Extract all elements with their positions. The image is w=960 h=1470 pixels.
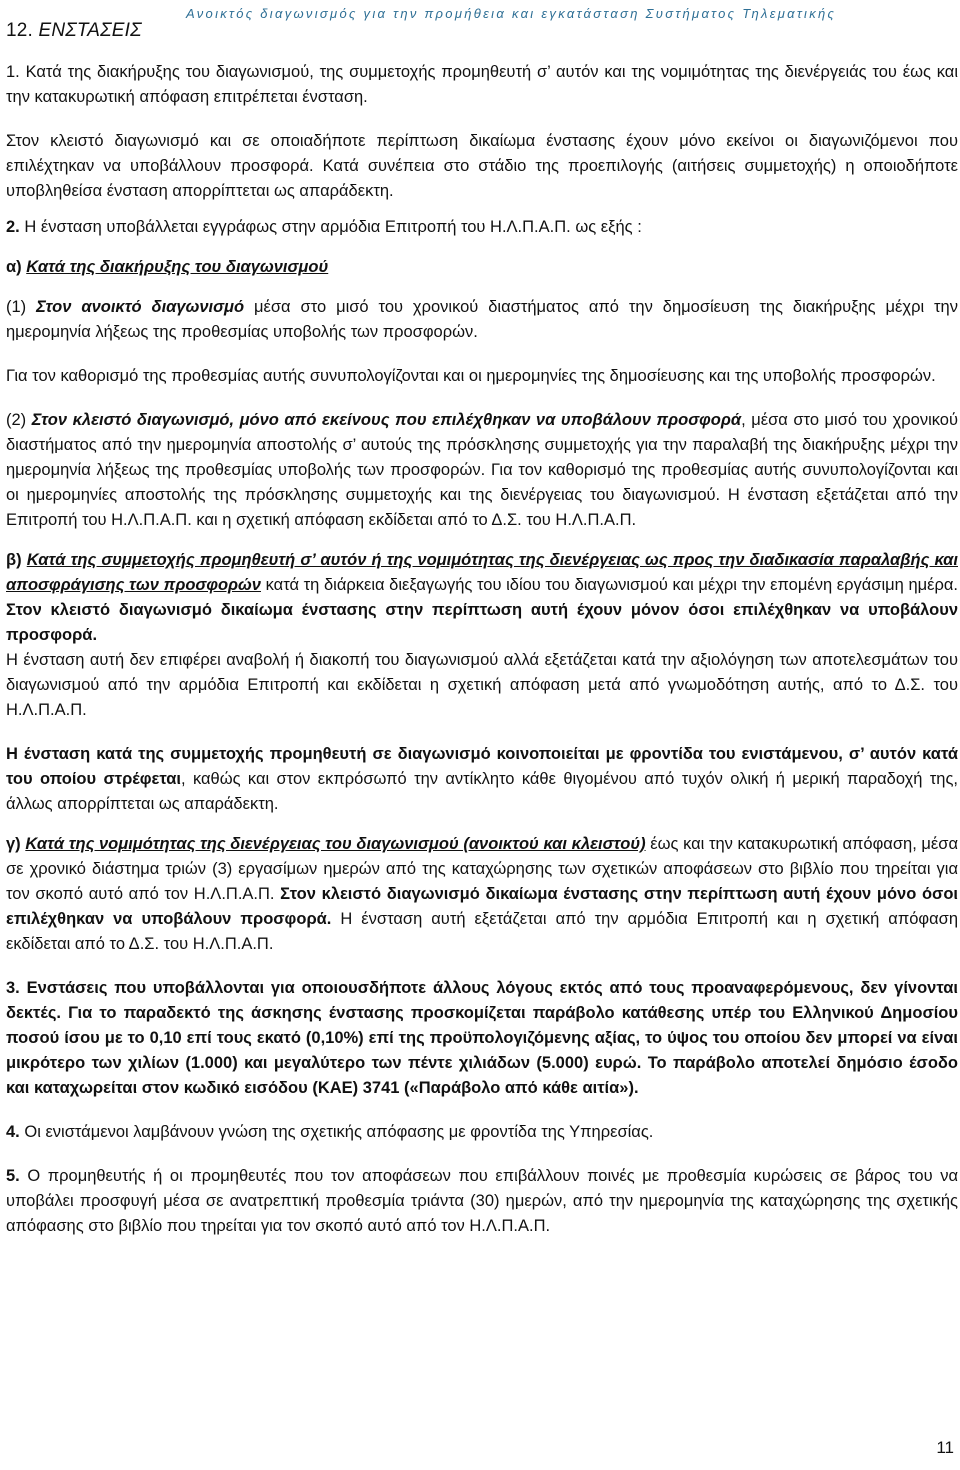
paragraph-3: 3. Ενστάσεις που υποβάλλονται για οποιουσδήποτε άλλους λόγους εκτός από τους προαναφερόμενους, δεν γίνονται δεκτές. Για το παραδεκτό της άσκησης ένστασης προσκομίζεται παράβολο κατάθεσης υπέρ του Ελληνικού Δημοσίου ποσού ίσου με το 0,10 επί τους εκατό (0,10%) επί της προϋπολογιζόμενης αξίας, το ύψος του οποίου δεν μπορεί να είναι μικρότερο των χιλίων (1.000) και μεγαλύτερο των πέντε χιλιάδων (5.000) ευρώ. Το παράβολο αποτελεί δημόσιο έσοδο και καταχωρείται στον κωδικό εισόδου (ΚΑΕ) 3741 («Παράβολο από κάθε αιτία»).	[6, 979, 958, 1097]
section-number: 12.	[6, 20, 34, 41]
subsection-b-text: Η ένσταση αυτή δεν επιφέρει αναβολή ή διακοπή του διαγωνισμού αλλά εξετάζεται κατά την αξιολόγηση των αποτελεσμάτων του διαγωνισμού από την αρμόδια Επιτροπή και εκδίδεται η σχετική απόφαση μετά από γνωμοδότηση αυτής, από το Δ.Σ. του Η.Λ.Π.Α.Π.	[6, 651, 958, 719]
running-header: Ανοικτός διαγωνισμός για την προμήθεια και εγκατάσταση Συστήματος Τηλεματικής	[186, 6, 837, 21]
paragraph-closed-tender: Στον κλειστό διαγωνισμό και σε οποιαδήποτε περίπτωση δικαίωμα ένστασης έχουν μόνο εκείνοι οι διαγωνιζόμενοι που επιλέχτηκαν να υποβάλλουν προσφορά. Κατά συνέπεια στο στάδιο της προεπιλογής (αιτήσεις συμμετοχής) η οποιοδήποτε υποβληθείσα ένσταση απορρίπτεται ως απαράδεκτη.	[6, 132, 958, 200]
paragraph-1: 1. Κατά της διακήρυξης του διαγωνισμού, της συμμετοχής προμηθευτή σ’ αυτόν και της νομιμότητας της διενέργειάς του έως και την κατακυρωτική απόφαση επιτρέπεται ένσταση.	[6, 63, 958, 106]
paragraph-number: 2.	[6, 218, 20, 236]
paragraph-4: 4. Οι ενιστάμενοι λαμβάνουν γνώση της σχετικής απόφασης με φροντίδα της Υπηρεσίας.	[6, 1123, 654, 1141]
subsection-label: β)	[6, 551, 22, 569]
page-number: 11	[936, 1438, 954, 1457]
subsection-a-item-2: (2) Στον κλειστό διαγωνισμό, μόνο από εκείνους που επιλέχθηκαν να υποβάλουν προσφορά, μέσα στο μισό του χρονικού διαστήματος από την ημερομηνία αποστολής σ’ αυτούς της πρόσκλησης συμμετοχής για την παραλαβή της διακήρυξης μέχρι την ημερομηνία λήξεως της προθεσμίας υποβολής των προσφορών. Για τον καθορισμό της προθεσμίας αυτής συνυπολογίζονται και οι ημερομηνίες αποστολής της πρόσκλησης συμμετοχής και της διενέργειας του διαγωνισμού. Η ένσταση εξετάζεται από την Επιτροπή του Η.Λ.Π.Α.Π. και η σχετική απόφαση εκδίδεται από το Δ.Σ. του Η.Λ.Π.Α.Π.	[6, 411, 959, 529]
subsection-title: Κατά της συμμετοχής προμηθευτή σ’ αυτόν ή της νομιμότητας της διενέργειας ως προς την διαδικασία παραλαβής και αποσφράγισης των προσφορών	[6, 551, 958, 594]
subsection-a-heading	[6, 255, 958, 280]
subsection-b: β) Κατά της συμμετοχής προμηθευτή σ’ αυτόν ή της νομιμότητας της διενέργειας ως προς την διαδικασία παραλαβής και αποσφράγισης των προσφορών κατά τη διάρκεια διεξαγωγής του ιδίου του διαγωνισμού και μέχρι την επομένη εργάσιμη ημέρα. Στον κλειστό διαγωνισμό δικαίωμα ένστασης στην περίπτωση αυτή έχουν μόνον όσοι επιλέχθηκαν να υποβάλουν προσφορά.	[6, 551, 958, 644]
section-title: ΕΝΣΤΑΣΕΙΣ	[38, 20, 142, 41]
paragraph-5: 5. Ο προμηθευτής ή οι προμηθευτές που τον αποφάσεων που επιβάλλουν ποινές με προθεσμία κυρώσεις σε βάρος του να υποβάλει προσφυγή μέσα σε ανατρεπτική προθεσμία τριάντα (30) ημερών, από την ημερομηνία της καταχώρησης της σχετικής απόφασης στο βιβλίο που τηρείται για τον σκοπό αυτό από τον Η.Λ.Π.Α.Π.	[6, 1167, 958, 1235]
subsection-b-notice: Η ένσταση κατά της συμμετοχής προμηθευτή σε διαγωνισμό κοινοποιείται με φροντίδα του ενιστάμενου, σ’ αυτόν κατά του οποίου στρέφεται, καθώς και στον εκπρόσωπό την αντίκλητο κάθε θιγομένου από τυχόν ολική ή μερική παραδοχή της, άλλως απορρίπτεται ως απαράδεκτη.	[6, 745, 958, 813]
subsection-title: Κατά της διακήρυξης του διαγωνισμού	[26, 258, 329, 276]
subsection-label: γ)	[6, 835, 21, 853]
section-heading	[6, 20, 142, 42]
subsection-a-note: Για τον καθορισμό της προθεσμίας αυτής συνυπολογίζονται και οι ημερομηνίες της δημοσίευσης και της υποβολής προσφορών.	[6, 367, 936, 385]
paragraph-number: 3.	[6, 979, 20, 997]
paragraph-number: 1.	[6, 63, 20, 81]
document-body	[6, 60, 958, 1239]
subsection-label: α)	[6, 258, 22, 276]
paragraph-number: 5.	[6, 1167, 20, 1185]
paragraph-number: 4.	[6, 1123, 20, 1141]
subsection-title: Κατά της νομιμότητας της διενέργειας του διαγωνισμού (ανοικτού και κλειστού)	[25, 835, 646, 853]
subsection-a-item-1: (1) Στον ανοικτό διαγωνισμό μέσα στο μισό του χρονικού διαστήματος από την δημοσίευση της διακήρυξης μέχρι την ημερομηνία λήξεως της προθεσμίας υποβολής των προσφορών.	[6, 298, 958, 341]
subsection-c: γ) Κατά της νομιμότητας της διενέργειας του διαγωνισμού (ανοικτού και κλειστού) έως και την κατακυρωτική απόφαση, μέσα σε χρονικό διάστημα τριών (3) εργασίμων ημερών από της καταχώρησης των σχετικών αποφάσεων στο βιβλίο που τηρείται για τον σκοπό αυτό από τον Η.Λ.Π.Α.Π. Στον κλειστό διαγωνισμό δικαίωμα ένστασης στην περίπτωση αυτή έχουν μόνο όσοι επιλέχθηκαν να υποβάλουν προσφορά. Η ένσταση αυτή εξετάζεται από την αρμόδια Επιτροπή και η σχετική απόφαση εκδίδεται από το Δ.Σ. του Η.Λ.Π.Α.Π.	[6, 835, 959, 953]
paragraph-2: 2. Η ένσταση υποβάλλεται εγγράφως στην αρμόδια Επιτροπή του Η.Λ.Π.Α.Π. ως εξής :	[6, 218, 642, 236]
